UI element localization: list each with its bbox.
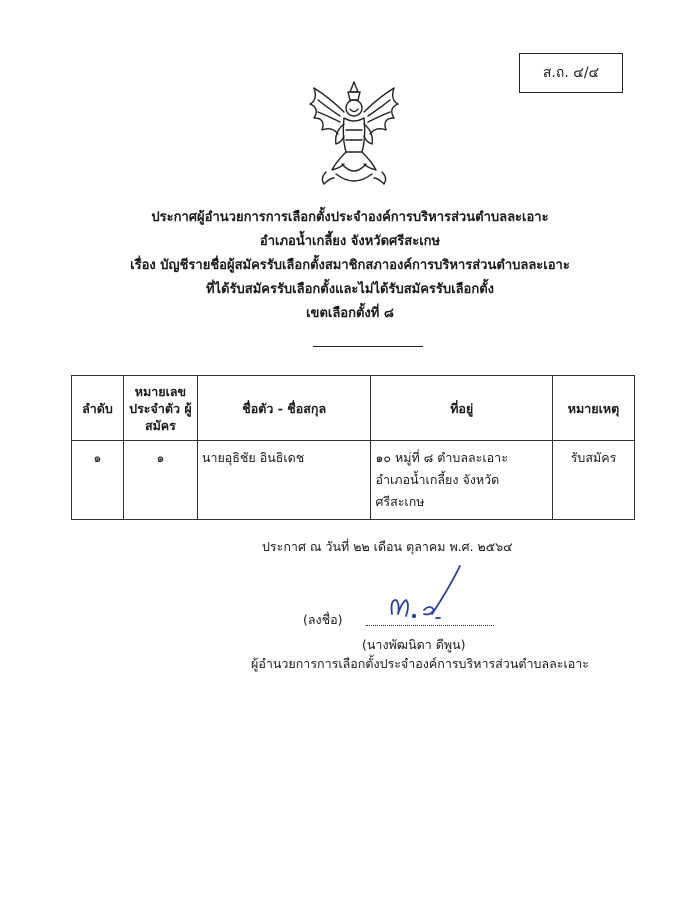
header-constituency: เขตเลือกตั้งที่ ๘ [306, 306, 394, 321]
form-code-box [519, 53, 623, 93]
header-district-line: อำเภอน้ำเกลี้ยง จังหวัดศรีสะเกษ [259, 234, 441, 249]
header-divider [313, 346, 423, 347]
announcement-date: ประกาศ ณ วันที่ ๒๒ เดือน ตุลาคม พ.ศ. ๒๕๖๔ [262, 539, 513, 554]
form-code: ส.ถ. ๔/๔ [542, 65, 600, 81]
table-row [72, 441, 635, 520]
header-subject-line: เรื่อง บัญชีรายชื่อผู้สมัครรับเลือกตั้งสมาชิกสภาองค์การบริหารส่วนตำบลละเอาะ [130, 258, 570, 273]
garuda-emblem-icon [300, 78, 408, 190]
cell-address-line1: ๑๐ หมู่ที่ ๘ ตำบลละเอาะ [375, 450, 508, 465]
candidate-table [71, 375, 635, 520]
col-header-order: ลำดับ [72, 376, 124, 441]
sign-label: (ลงชื่อ) [303, 612, 343, 627]
col-header-remark: หมายเหตุ [553, 376, 635, 441]
header-title-line: ประกาศผู้อำนวยการการเลือกตั้งประจำองค์การบริหารส่วนตำบลละเอาะ [151, 210, 549, 225]
col-header-name: ชื่อตัว - ชื่อสกุล [197, 376, 371, 441]
cell-order: ๑ [72, 441, 124, 520]
col-header-number-text: หมายเลข ประจำตัว ผู้สมัคร [129, 383, 192, 433]
announcement-header [0, 206, 700, 326]
cell-remark: รับสมัคร [553, 441, 635, 520]
signer-position: ผู้อำนวยการการเลือกตั้งประจำองค์การบริหารส่วนตำบลละเอาะ [251, 656, 589, 671]
cell-number: ๑ [123, 441, 197, 520]
col-header-address: ที่อยู่ [371, 376, 553, 441]
handwritten-signature [384, 560, 474, 630]
signature-line [366, 625, 494, 626]
cell-address [371, 441, 553, 520]
table-header-row [72, 376, 635, 441]
header-subject-continuation: ที่ได้รับสมัครรับเลือกตั้งและไม่ได้รับสมัครรับเลือกตั้ง [205, 282, 495, 297]
signer-name: (นางพัฒนิดา ดีพูน) [362, 637, 466, 652]
cell-name: นายอุธิชัย อินธิเดช [197, 441, 371, 520]
cell-address-line2: อำเภอน้ำเกลี้ยง จังหวัดศรีสะเกษ [375, 472, 500, 509]
col-header-number [123, 376, 197, 441]
